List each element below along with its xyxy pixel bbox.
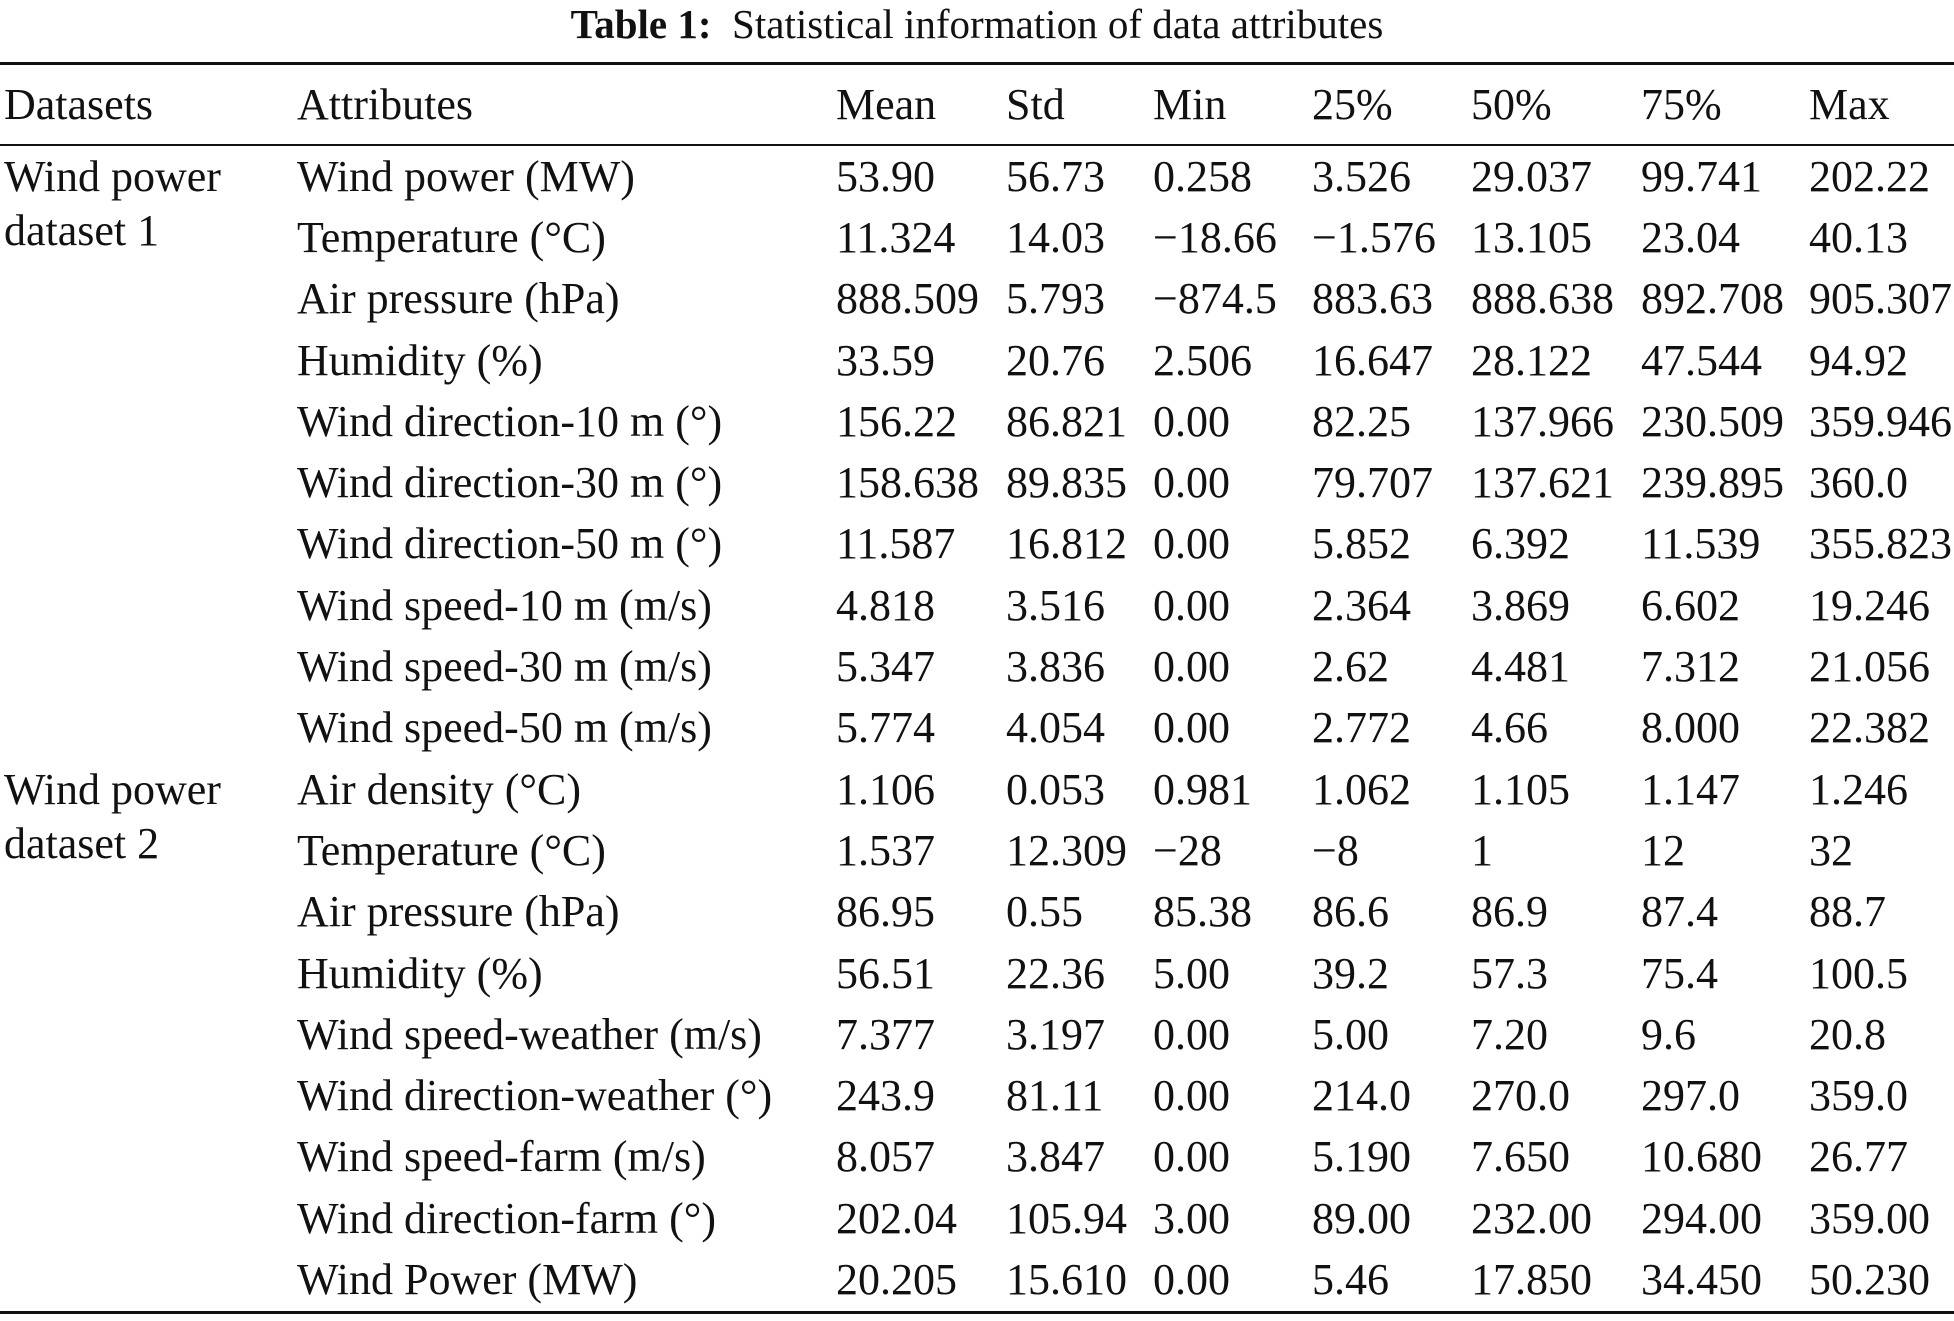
p25-cell: 79.707 bbox=[1312, 458, 1433, 508]
header-mean: Mean bbox=[836, 80, 937, 129]
p75-cell: 9.6 bbox=[1641, 1009, 1696, 1059]
std-cell: 3.847 bbox=[1006, 1132, 1105, 1182]
std-cell: 12.309 bbox=[1006, 825, 1127, 875]
p50-cell: 888.638 bbox=[1471, 274, 1614, 324]
table-row bbox=[0, 145, 1954, 207]
header-datasets: Datasets bbox=[4, 80, 154, 129]
min-cell: 3.00 bbox=[1153, 1193, 1230, 1243]
mean-cell: 8.057 bbox=[836, 1132, 935, 1182]
p25-cell: 82.25 bbox=[1312, 396, 1411, 446]
p50-cell: 86.9 bbox=[1471, 887, 1548, 937]
p25-cell: 3.526 bbox=[1312, 151, 1411, 201]
table-row bbox=[0, 330, 1954, 391]
mean-cell: 33.59 bbox=[836, 335, 935, 385]
mean-cell: 5.347 bbox=[836, 642, 935, 692]
max-cell: 32 bbox=[1809, 825, 1853, 875]
header-max: Max bbox=[1809, 80, 1890, 129]
std-cell: 20.76 bbox=[1006, 335, 1105, 385]
table-row bbox=[0, 452, 1954, 513]
table-row bbox=[0, 820, 1954, 881]
p25-cell: 39.2 bbox=[1312, 948, 1389, 998]
header-75pct: 75% bbox=[1641, 80, 1722, 129]
table-row bbox=[0, 207, 1954, 268]
table-row bbox=[0, 1004, 1954, 1065]
p50-cell: 7.650 bbox=[1471, 1132, 1570, 1182]
table-body bbox=[0, 145, 1954, 1312]
p25-cell: 86.6 bbox=[1312, 887, 1389, 937]
p50-cell: 270.0 bbox=[1471, 1071, 1570, 1121]
table-row bbox=[0, 882, 1954, 943]
p25-cell: 214.0 bbox=[1312, 1071, 1411, 1121]
header-25pct: 25% bbox=[1312, 80, 1393, 129]
min-cell: 0.00 bbox=[1153, 580, 1230, 630]
p25-cell: 5.852 bbox=[1312, 519, 1411, 569]
std-cell: 105.94 bbox=[1006, 1193, 1127, 1243]
std-cell: 3.516 bbox=[1006, 580, 1105, 630]
dataset-name-cell: Wind power dataset 1 bbox=[4, 152, 221, 255]
p50-cell: 28.122 bbox=[1471, 335, 1592, 385]
p75-cell: 99.741 bbox=[1641, 151, 1762, 201]
table-row bbox=[0, 759, 1954, 820]
table-caption bbox=[0, 0, 1954, 48]
attribute-cell: Air pressure (hPa) bbox=[297, 887, 620, 937]
p75-cell: 239.895 bbox=[1641, 458, 1784, 508]
p75-cell: 297.0 bbox=[1641, 1071, 1740, 1121]
table-caption-text: Statistical information of data attributes bbox=[732, 1, 1384, 47]
p25-cell: 883.63 bbox=[1312, 274, 1433, 324]
std-cell: 0.55 bbox=[1006, 887, 1083, 937]
p75-cell: 8.000 bbox=[1641, 703, 1740, 753]
max-cell: 20.8 bbox=[1809, 1009, 1886, 1059]
std-cell: 0.053 bbox=[1006, 764, 1105, 814]
attribute-cell: Wind direction-weather (°) bbox=[297, 1071, 773, 1121]
table-row bbox=[0, 269, 1954, 330]
p25-cell: 89.00 bbox=[1312, 1193, 1411, 1243]
p75-cell: 10.680 bbox=[1641, 1132, 1762, 1182]
p25-cell: 5.00 bbox=[1312, 1009, 1389, 1059]
min-cell: −18.66 bbox=[1153, 212, 1277, 262]
min-cell: 0.00 bbox=[1153, 519, 1230, 569]
mean-cell: 86.95 bbox=[836, 887, 935, 937]
min-cell: 0.00 bbox=[1153, 1254, 1230, 1304]
p75-cell: 12 bbox=[1641, 825, 1685, 875]
max-cell: 1.246 bbox=[1809, 764, 1908, 814]
attribute-cell: Air pressure (hPa) bbox=[297, 274, 620, 324]
std-cell: 81.11 bbox=[1006, 1071, 1104, 1121]
max-cell: 94.92 bbox=[1809, 335, 1908, 385]
header-std: Std bbox=[1006, 80, 1065, 129]
min-cell: 85.38 bbox=[1153, 887, 1252, 937]
attribute-cell: Wind speed-10 m (m/s) bbox=[297, 580, 712, 630]
attribute-cell: Wind direction-farm (°) bbox=[297, 1193, 716, 1243]
attribute-cell: Wind speed-30 m (m/s) bbox=[297, 642, 712, 692]
std-cell: 22.36 bbox=[1006, 948, 1105, 998]
p50-cell: 17.850 bbox=[1471, 1254, 1592, 1304]
max-cell: 360.0 bbox=[1809, 458, 1908, 508]
attribute-cell: Humidity (%) bbox=[297, 948, 543, 998]
max-cell: 359.946 bbox=[1809, 396, 1952, 446]
p75-cell: 230.509 bbox=[1641, 396, 1784, 446]
p50-cell: 7.20 bbox=[1471, 1009, 1548, 1059]
min-cell: 0.00 bbox=[1153, 1009, 1230, 1059]
attribute-cell: Temperature (°C) bbox=[297, 825, 606, 875]
max-cell: 19.246 bbox=[1809, 580, 1930, 630]
p50-cell: 57.3 bbox=[1471, 948, 1548, 998]
mean-cell: 5.774 bbox=[836, 703, 935, 753]
p75-cell: 1.147 bbox=[1641, 764, 1740, 814]
p25-cell: 5.190 bbox=[1312, 1132, 1411, 1182]
min-cell: 5.00 bbox=[1153, 948, 1230, 998]
p25-cell: 2.62 bbox=[1312, 642, 1389, 692]
p50-cell: 1 bbox=[1471, 825, 1493, 875]
std-cell: 3.836 bbox=[1006, 642, 1105, 692]
p50-cell: 29.037 bbox=[1471, 151, 1592, 201]
mean-cell: 202.04 bbox=[836, 1193, 957, 1243]
p75-cell: 47.544 bbox=[1641, 335, 1762, 385]
std-cell: 16.812 bbox=[1006, 519, 1127, 569]
p75-cell: 892.708 bbox=[1641, 274, 1784, 324]
p25-cell: 2.364 bbox=[1312, 580, 1411, 630]
attribute-cell: Wind direction-30 m (°) bbox=[297, 458, 723, 508]
p50-cell: 1.105 bbox=[1471, 764, 1570, 814]
p75-cell: 294.00 bbox=[1641, 1193, 1762, 1243]
header-50pct: 50% bbox=[1471, 80, 1552, 129]
attribute-cell: Wind direction-50 m (°) bbox=[297, 519, 723, 569]
header-row bbox=[0, 64, 1954, 146]
attribute-cell: Wind power (MW) bbox=[297, 151, 635, 201]
min-cell: 0.00 bbox=[1153, 1132, 1230, 1182]
attribute-cell: Wind Power (MW) bbox=[297, 1254, 638, 1304]
table-row bbox=[0, 698, 1954, 759]
table-row bbox=[0, 1188, 1954, 1249]
p25-cell: 1.062 bbox=[1312, 764, 1411, 814]
table-row bbox=[0, 1249, 1954, 1312]
p75-cell: 7.312 bbox=[1641, 642, 1740, 692]
table-caption-label: Table 1: bbox=[570, 1, 712, 47]
mean-cell: 888.509 bbox=[836, 274, 979, 324]
max-cell: 202.22 bbox=[1809, 151, 1930, 201]
std-cell: 4.054 bbox=[1006, 703, 1105, 753]
max-cell: 22.382 bbox=[1809, 703, 1930, 753]
max-cell: 50.230 bbox=[1809, 1254, 1930, 1304]
min-cell: −874.5 bbox=[1153, 274, 1277, 324]
p25-cell: 5.46 bbox=[1312, 1254, 1389, 1304]
min-cell: 0.00 bbox=[1153, 642, 1230, 692]
table-row bbox=[0, 636, 1954, 697]
max-cell: 905.307 bbox=[1809, 274, 1952, 324]
attribute-cell: Wind speed-50 m (m/s) bbox=[297, 703, 712, 753]
attribute-cell: Temperature (°C) bbox=[297, 212, 606, 262]
std-cell: 5.793 bbox=[1006, 274, 1105, 324]
max-cell: 40.13 bbox=[1809, 212, 1908, 262]
max-cell: 355.823 bbox=[1809, 519, 1952, 569]
p50-cell: 137.621 bbox=[1471, 458, 1614, 508]
std-cell: 15.610 bbox=[1006, 1254, 1127, 1304]
max-cell: 359.0 bbox=[1809, 1071, 1908, 1121]
p75-cell: 75.4 bbox=[1641, 948, 1718, 998]
p75-cell: 87.4 bbox=[1641, 887, 1718, 937]
max-cell: 26.77 bbox=[1809, 1132, 1908, 1182]
min-cell: 2.506 bbox=[1153, 335, 1252, 385]
max-cell: 21.056 bbox=[1809, 642, 1930, 692]
std-cell: 89.835 bbox=[1006, 458, 1127, 508]
mean-cell: 1.537 bbox=[836, 825, 935, 875]
table-row bbox=[0, 391, 1954, 452]
p25-cell: 2.772 bbox=[1312, 703, 1411, 753]
min-cell: 0.258 bbox=[1153, 151, 1252, 201]
mean-cell: 56.51 bbox=[836, 948, 935, 998]
header-min: Min bbox=[1153, 80, 1227, 129]
std-cell: 14.03 bbox=[1006, 212, 1105, 262]
attribute-cell: Wind speed-weather (m/s) bbox=[297, 1009, 762, 1059]
max-cell: 359.00 bbox=[1809, 1193, 1930, 1243]
min-cell: 0.00 bbox=[1153, 458, 1230, 508]
p25-cell: 16.647 bbox=[1312, 335, 1433, 385]
max-cell: 100.5 bbox=[1809, 948, 1908, 998]
p75-cell: 23.04 bbox=[1641, 212, 1740, 262]
p50-cell: 4.66 bbox=[1471, 703, 1548, 753]
mean-cell: 4.818 bbox=[836, 580, 935, 630]
p25-cell: −8 bbox=[1312, 825, 1359, 875]
min-cell: 0.00 bbox=[1153, 1071, 1230, 1121]
std-cell: 56.73 bbox=[1006, 151, 1105, 201]
mean-cell: 53.90 bbox=[836, 151, 935, 201]
mean-cell: 11.324 bbox=[836, 212, 956, 262]
min-cell: 0.00 bbox=[1153, 703, 1230, 753]
max-cell: 88.7 bbox=[1809, 887, 1886, 937]
table-row bbox=[0, 943, 1954, 1004]
p50-cell: 3.869 bbox=[1471, 580, 1570, 630]
p50-cell: 137.966 bbox=[1471, 396, 1614, 446]
header-attributes: Attributes bbox=[297, 80, 473, 129]
p75-cell: 6.602 bbox=[1641, 580, 1740, 630]
mean-cell: 156.22 bbox=[836, 396, 957, 446]
std-cell: 86.821 bbox=[1006, 396, 1127, 446]
p50-cell: 4.481 bbox=[1471, 642, 1570, 692]
table-row bbox=[0, 514, 1954, 575]
table-row bbox=[0, 1127, 1954, 1188]
mean-cell: 20.205 bbox=[836, 1254, 957, 1304]
mean-cell: 7.377 bbox=[836, 1009, 935, 1059]
table-row bbox=[0, 575, 1954, 636]
p50-cell: 232.00 bbox=[1471, 1193, 1592, 1243]
mean-cell: 158.638 bbox=[836, 458, 979, 508]
attribute-cell: Wind speed-farm (m/s) bbox=[297, 1132, 706, 1182]
std-cell: 3.197 bbox=[1006, 1009, 1105, 1059]
min-cell: −28 bbox=[1153, 825, 1222, 875]
attribute-cell: Air density (°C) bbox=[297, 764, 582, 814]
statistics-table bbox=[0, 62, 1954, 1314]
attribute-cell: Wind direction-10 m (°) bbox=[297, 396, 723, 446]
table-row bbox=[0, 1065, 1954, 1126]
p25-cell: −1.576 bbox=[1312, 212, 1436, 262]
p50-cell: 6.392 bbox=[1471, 519, 1570, 569]
mean-cell: 1.106 bbox=[836, 764, 935, 814]
dataset-name-cell: Wind power dataset 2 bbox=[4, 764, 221, 868]
mean-cell: 243.9 bbox=[836, 1071, 935, 1121]
p75-cell: 34.450 bbox=[1641, 1254, 1762, 1304]
min-cell: 0.981 bbox=[1153, 764, 1252, 814]
p50-cell: 13.105 bbox=[1471, 212, 1592, 262]
mean-cell: 11.587 bbox=[836, 519, 956, 569]
table-header bbox=[0, 64, 1954, 146]
p75-cell: 11.539 bbox=[1641, 519, 1761, 569]
min-cell: 0.00 bbox=[1153, 396, 1230, 446]
attribute-cell: Humidity (%) bbox=[297, 335, 543, 385]
